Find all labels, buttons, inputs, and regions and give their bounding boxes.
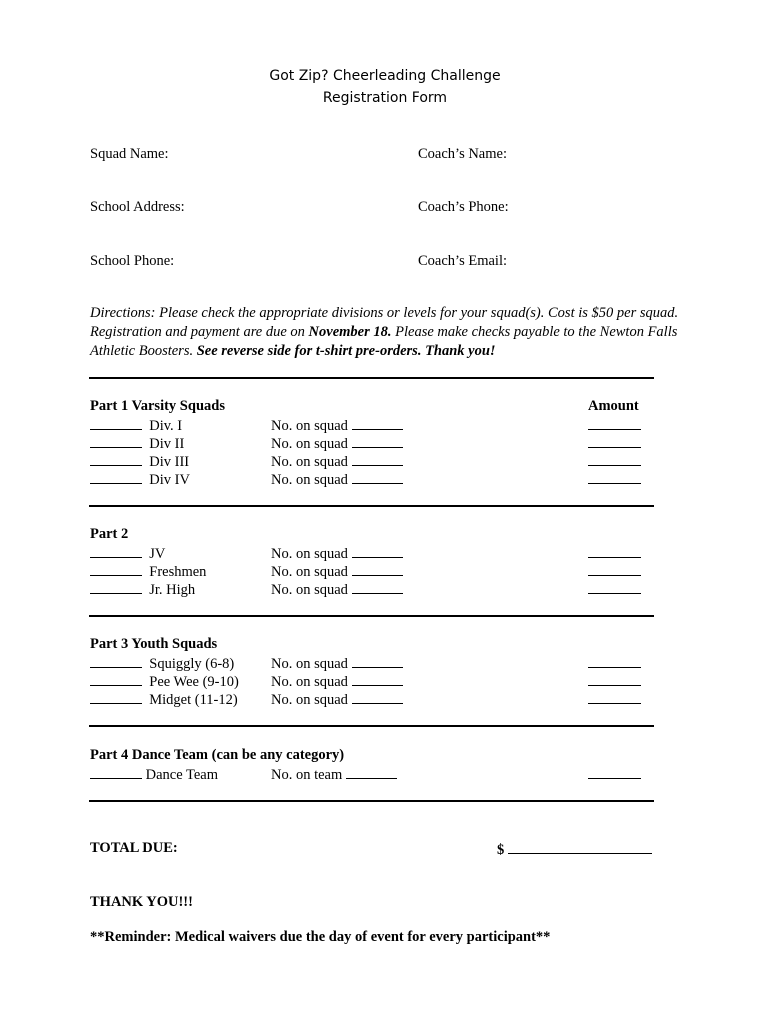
squad-count-label: No. on squad — [271, 564, 348, 580]
amount-cell — [588, 653, 641, 673]
form-subtitle: Registration Form — [322, 90, 448, 106]
division-row — [90, 689, 238, 709]
division-label: Midget (11-12) — [149, 692, 238, 708]
squad-count-label: No. on squad — [271, 546, 348, 562]
division-check-blank[interactable] — [90, 671, 142, 686]
division-check-blank[interactable] — [90, 469, 142, 484]
division-check-blank[interactable] — [90, 764, 142, 779]
squad-count — [271, 543, 403, 563]
amount-cell — [588, 451, 641, 471]
squad-count — [271, 433, 403, 453]
squad-count-label: No. on squad — [271, 472, 348, 488]
squad-count — [271, 415, 403, 435]
division-row — [90, 415, 182, 435]
total-due-blank[interactable] — [508, 839, 652, 854]
division-row — [90, 653, 234, 673]
amount-cell — [588, 415, 641, 435]
directions — [90, 304, 690, 361]
school-address-label: School Address: — [90, 199, 185, 215]
amount-blank[interactable] — [588, 764, 641, 779]
division-check-blank[interactable] — [90, 561, 142, 576]
amount-cell — [588, 579, 641, 599]
division-row — [90, 561, 206, 581]
amount-cell — [588, 433, 641, 453]
amount-blank[interactable] — [588, 415, 641, 430]
squad-count — [271, 561, 403, 581]
reverse-side-note: See reverse side for t-shirt pre-orders. Thank you! — [196, 343, 496, 359]
division-label: Jr. High — [149, 582, 196, 598]
thank-you: THANK YOU!!! — [90, 894, 193, 910]
squad-count — [271, 671, 403, 691]
division-row — [90, 671, 239, 691]
section-divider — [89, 800, 654, 802]
squad-count — [271, 451, 403, 471]
amount-cell — [588, 543, 641, 563]
squad-count-label: No. on squad — [271, 692, 348, 708]
division-row — [90, 451, 189, 471]
squad-count — [271, 689, 403, 709]
division-check-blank[interactable] — [90, 653, 142, 668]
coach-email-label: Coach’s Email: — [418, 253, 507, 269]
division-label: Dance Team — [145, 767, 219, 783]
coach-name-label: Coach’s Name: — [418, 146, 507, 162]
division-row — [90, 579, 195, 599]
form-title: Got Zip? Cheerleading Challenge — [269, 68, 501, 84]
amount-blank[interactable] — [588, 469, 641, 484]
squad-count-blank[interactable] — [352, 653, 403, 668]
division-row — [90, 469, 190, 489]
part-4-title: Part 4 Dance Team (can be any category) — [90, 747, 345, 763]
squad-count-label: No. on squad — [271, 418, 348, 434]
squad-count — [271, 653, 403, 673]
amount-blank[interactable] — [588, 543, 641, 558]
division-label: JV — [149, 546, 166, 562]
division-row — [90, 433, 184, 453]
division-label: Div III — [149, 454, 190, 470]
part-2-title: Part 2 — [90, 526, 129, 542]
division-check-blank[interactable] — [90, 415, 142, 430]
amount-cell — [588, 469, 641, 489]
division-label: Pee Wee (9-10) — [149, 674, 239, 690]
division-row — [90, 764, 218, 784]
squad-count-blank[interactable] — [352, 689, 403, 704]
section-divider — [89, 725, 654, 727]
coach-phone-label: Coach’s Phone: — [418, 199, 509, 215]
school-phone-label: School Phone: — [90, 253, 175, 269]
section-divider — [89, 377, 654, 379]
squad-count-label: No. on team — [271, 767, 343, 783]
division-check-blank[interactable] — [90, 579, 142, 594]
directions-text-2: Please make checks payable to the Newton Falls Athletic Boosters. — [90, 324, 678, 359]
total-due-field — [497, 839, 652, 859]
division-row — [90, 543, 165, 563]
squad-count-label: No. on squad — [271, 674, 348, 690]
amount-cell — [588, 561, 641, 581]
directions-text-1: Directions: Please check the appropriate divisions or levels for your squad(s). Cost is $50 per squad. Registration and payment are due on — [90, 305, 679, 340]
amount-cell — [588, 671, 641, 691]
squad-count — [271, 764, 397, 784]
amount-blank[interactable] — [588, 579, 641, 594]
reminder-note: **Reminder: Medical waivers due the day of event for every participant** — [90, 929, 551, 945]
squad-name-label: Squad Name: — [90, 146, 169, 162]
section-divider — [89, 615, 654, 617]
squad-count-blank[interactable] — [346, 764, 397, 779]
amount-blank[interactable] — [588, 561, 641, 576]
due-date: November 18. — [308, 324, 392, 340]
division-check-blank[interactable] — [90, 433, 142, 448]
squad-count-label: No. on squad — [271, 454, 348, 470]
division-label: Div. I — [149, 418, 183, 434]
amount-cell — [588, 689, 641, 709]
division-label: Squiggly (6-8) — [149, 656, 235, 672]
amount-blank[interactable] — [588, 433, 641, 448]
squad-count-blank[interactable] — [352, 543, 403, 558]
squad-count-label: No. on squad — [271, 656, 348, 672]
squad-count-blank[interactable] — [352, 671, 403, 686]
division-check-blank[interactable] — [90, 451, 142, 466]
squad-count-label: No. on squad — [271, 436, 348, 452]
amount-blank[interactable] — [588, 451, 641, 466]
squad-count-blank[interactable] — [352, 451, 403, 466]
squad-count — [271, 579, 403, 599]
amount-cell — [588, 764, 641, 784]
part-3-title: Part 3 Youth Squads — [90, 636, 218, 652]
total-due-label: TOTAL DUE: — [90, 840, 178, 856]
division-label: Div II — [149, 436, 185, 452]
division-label: Div IV — [149, 472, 190, 488]
squad-count-blank[interactable] — [352, 433, 403, 448]
amount-blank[interactable] — [588, 653, 641, 668]
squad-count-blank[interactable] — [352, 415, 403, 430]
amount-blank[interactable] — [588, 689, 641, 704]
division-label: Freshmen — [149, 564, 207, 580]
part-1-title: Part 1 Varsity Squads — [90, 398, 225, 414]
division-check-blank[interactable] — [90, 543, 142, 558]
currency-symbol: $ — [497, 842, 505, 858]
squad-count-blank[interactable] — [352, 561, 403, 576]
squad-count-blank[interactable] — [352, 469, 403, 484]
amount-blank[interactable] — [588, 671, 641, 686]
squad-count — [271, 469, 403, 489]
amount-header: Amount — [588, 398, 639, 414]
squad-count-blank[interactable] — [352, 579, 403, 594]
section-divider — [89, 505, 654, 507]
squad-count-label: No. on squad — [271, 582, 348, 598]
division-check-blank[interactable] — [90, 689, 142, 704]
